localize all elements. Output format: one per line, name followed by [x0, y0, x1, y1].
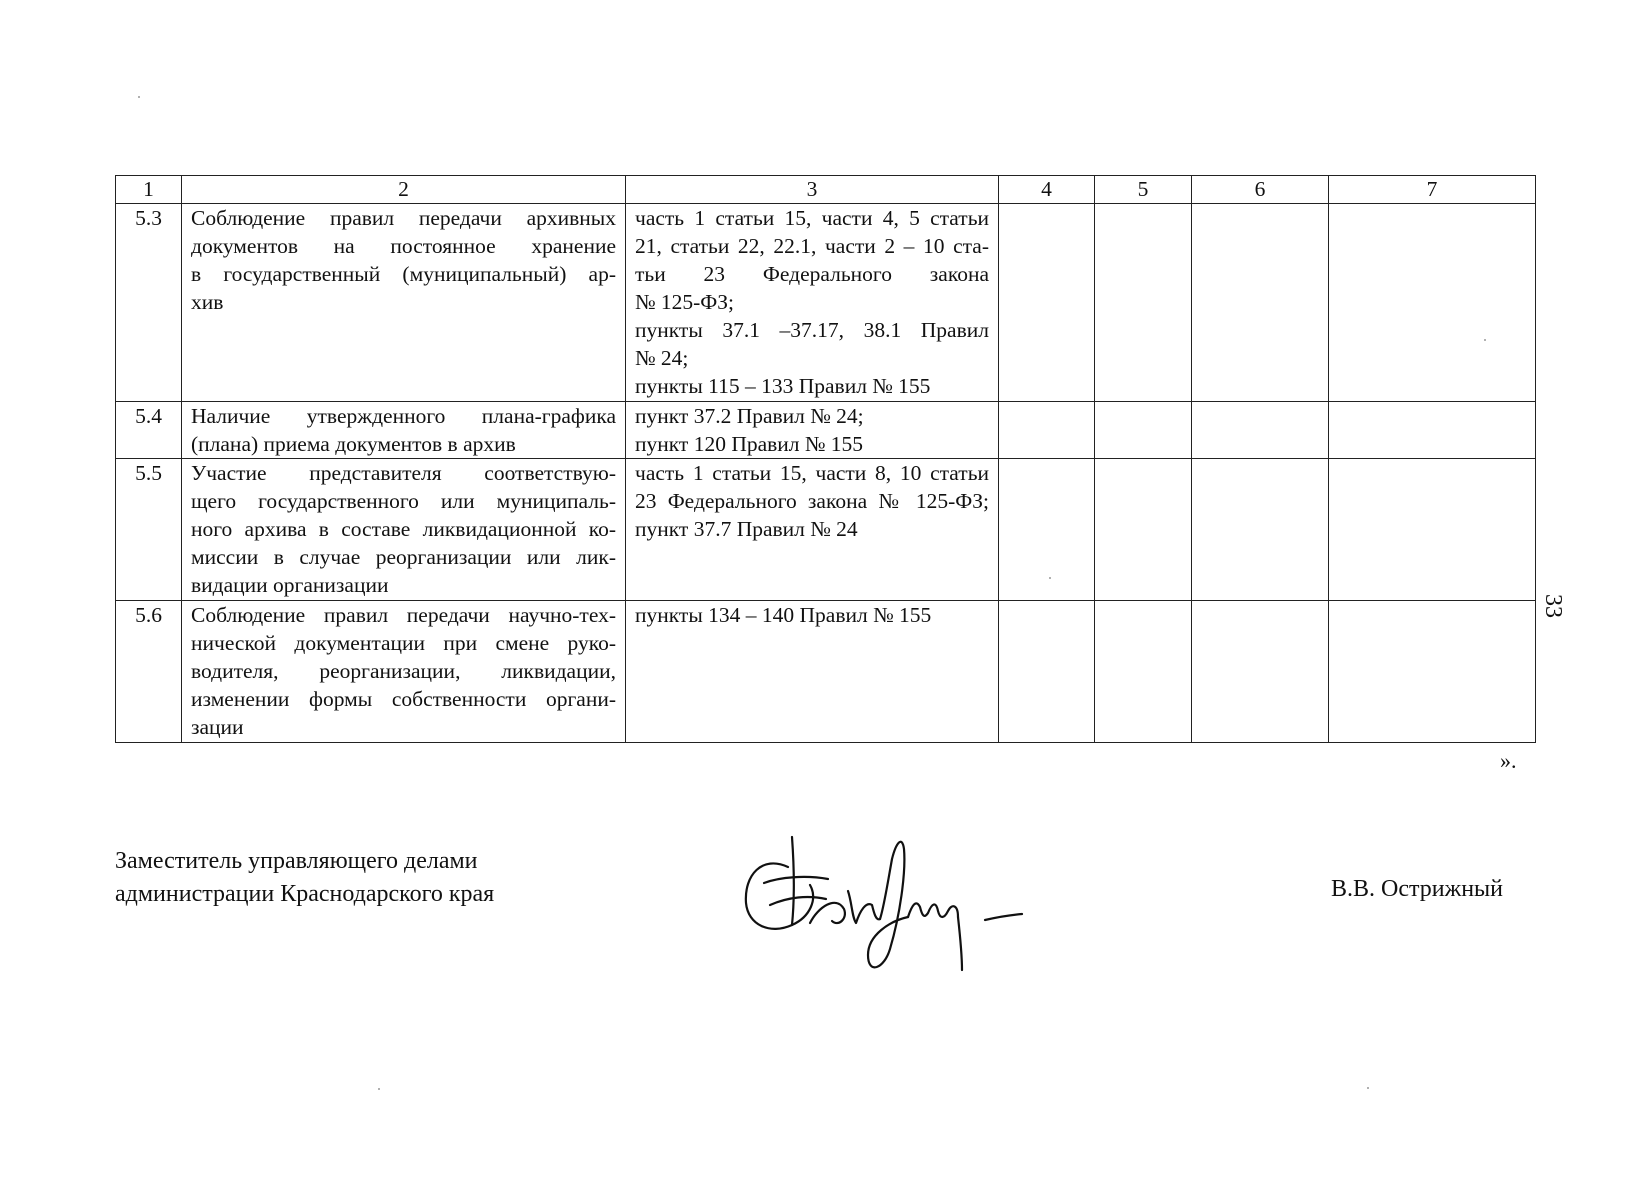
- text-line: в государственный (муниципальный) ар-: [191, 262, 616, 286]
- page-number: 33: [1540, 594, 1566, 618]
- table-row: [116, 459, 1536, 601]
- empty-cell: [1192, 459, 1329, 601]
- column-header: 5: [1095, 176, 1192, 204]
- legal-basis-cell: [626, 601, 999, 743]
- table-row: [116, 204, 1536, 402]
- column-header: 6: [1192, 176, 1329, 204]
- column-header: 3: [626, 176, 999, 204]
- text-line: тьи 23 Федерального закона: [635, 262, 989, 286]
- text-line: 23 Федерального закона № 125-ФЗ;: [635, 489, 989, 513]
- requirement-cell: [182, 204, 626, 402]
- closing-quote: ».: [1500, 748, 1517, 773]
- table-row: [116, 601, 1536, 743]
- requirements-table: [115, 175, 1536, 743]
- requirement-cell: [182, 601, 626, 743]
- scan-speck: [1049, 577, 1051, 579]
- requirement-cell: [182, 459, 626, 601]
- row-number: 5.4: [116, 402, 182, 459]
- text-line: часть 1 статьи 15, части 8, 10 статьи: [635, 461, 989, 485]
- text-line: видации организации: [191, 573, 389, 597]
- text-line: № 125-ФЗ;: [635, 290, 735, 314]
- column-header: 7: [1329, 176, 1536, 204]
- requirement-cell: [182, 402, 626, 459]
- signer-title-line: Заместитель управляющего делами: [115, 848, 478, 874]
- empty-cell: [1095, 402, 1192, 459]
- empty-cell: [1095, 204, 1192, 402]
- signer-name: В.В. Острижный: [1331, 876, 1504, 902]
- text-line: водителя, реорганизации, ликвидации,: [191, 659, 616, 683]
- empty-cell: [1329, 459, 1536, 601]
- column-header: 4: [999, 176, 1095, 204]
- row-number: 5.5: [116, 459, 182, 601]
- text-line: № 24;: [635, 346, 689, 370]
- signer-title: [115, 845, 494, 911]
- text-line: документов на постоянное хранение: [191, 234, 616, 258]
- empty-cell: [1095, 601, 1192, 743]
- row-number: 5.6: [116, 601, 182, 743]
- text-line: зации: [191, 715, 244, 739]
- text-line: Соблюдение правил передачи архивных: [191, 206, 616, 230]
- empty-cell: [1192, 601, 1329, 743]
- column-header: 2: [182, 176, 626, 204]
- text-line: 21, статьи 22, 22.1, части 2 – 10 ста-: [635, 234, 989, 258]
- text-line: ного архива в составе ликвидационной ко-: [191, 517, 616, 541]
- empty-cell: [1329, 601, 1536, 743]
- scan-speck: [138, 96, 140, 98]
- text-line: миссии в случае реорганизации или лик-: [191, 545, 616, 569]
- empty-cell: [1095, 459, 1192, 601]
- empty-cell: [1192, 204, 1329, 402]
- text-line: Наличие утвержденного плана-графика: [191, 404, 616, 428]
- empty-cell: [1329, 402, 1536, 459]
- text-line: пункт 120 Правил № 155: [635, 432, 864, 456]
- table-row: [116, 402, 1536, 459]
- empty-cell: [1192, 402, 1329, 459]
- text-line: хив: [191, 290, 224, 314]
- legal-basis-cell: [626, 402, 999, 459]
- text-line: щего государственного или муниципаль-: [191, 489, 616, 513]
- text-line: пункт 37.7 Правил № 24: [635, 517, 858, 541]
- legal-basis-cell: [626, 459, 999, 601]
- text-line: часть 1 статьи 15, части 4, 5 статьи: [635, 206, 989, 230]
- empty-cell: [999, 204, 1095, 402]
- text-line: нической документации при смене руко-: [191, 631, 616, 655]
- text-line: пункты 37.1 –37.17, 38.1 Правил: [635, 318, 989, 342]
- empty-cell: [999, 601, 1095, 743]
- text-line: пункт 37.2 Правил № 24;: [635, 404, 864, 428]
- text-line: Участие представителя соответствую-: [191, 461, 616, 485]
- scan-speck: [378, 1088, 380, 1090]
- empty-cell: [1329, 204, 1536, 402]
- text-line: (плана) приема документов в архив: [191, 432, 516, 456]
- table-header-row: [116, 176, 1536, 204]
- text-line: пункты 134 – 140 Правил № 155: [635, 603, 932, 627]
- signer-title-line: администрации Краснодарского края: [115, 881, 495, 907]
- text-line: пункты 115 – 133 Правил № 155: [635, 374, 931, 398]
- text-line: Соблюдение правил передачи научно-тех-: [191, 603, 616, 627]
- text-line: изменении формы собственности органи-: [191, 687, 616, 711]
- scan-speck: [1484, 339, 1486, 341]
- scan-speck: [1367, 1087, 1369, 1089]
- column-header: 1: [116, 176, 182, 204]
- legal-basis-cell: [626, 204, 999, 402]
- handwritten-signature: [740, 825, 1060, 1015]
- row-number: 5.3: [116, 204, 182, 402]
- empty-cell: [999, 402, 1095, 459]
- empty-cell: [999, 459, 1095, 601]
